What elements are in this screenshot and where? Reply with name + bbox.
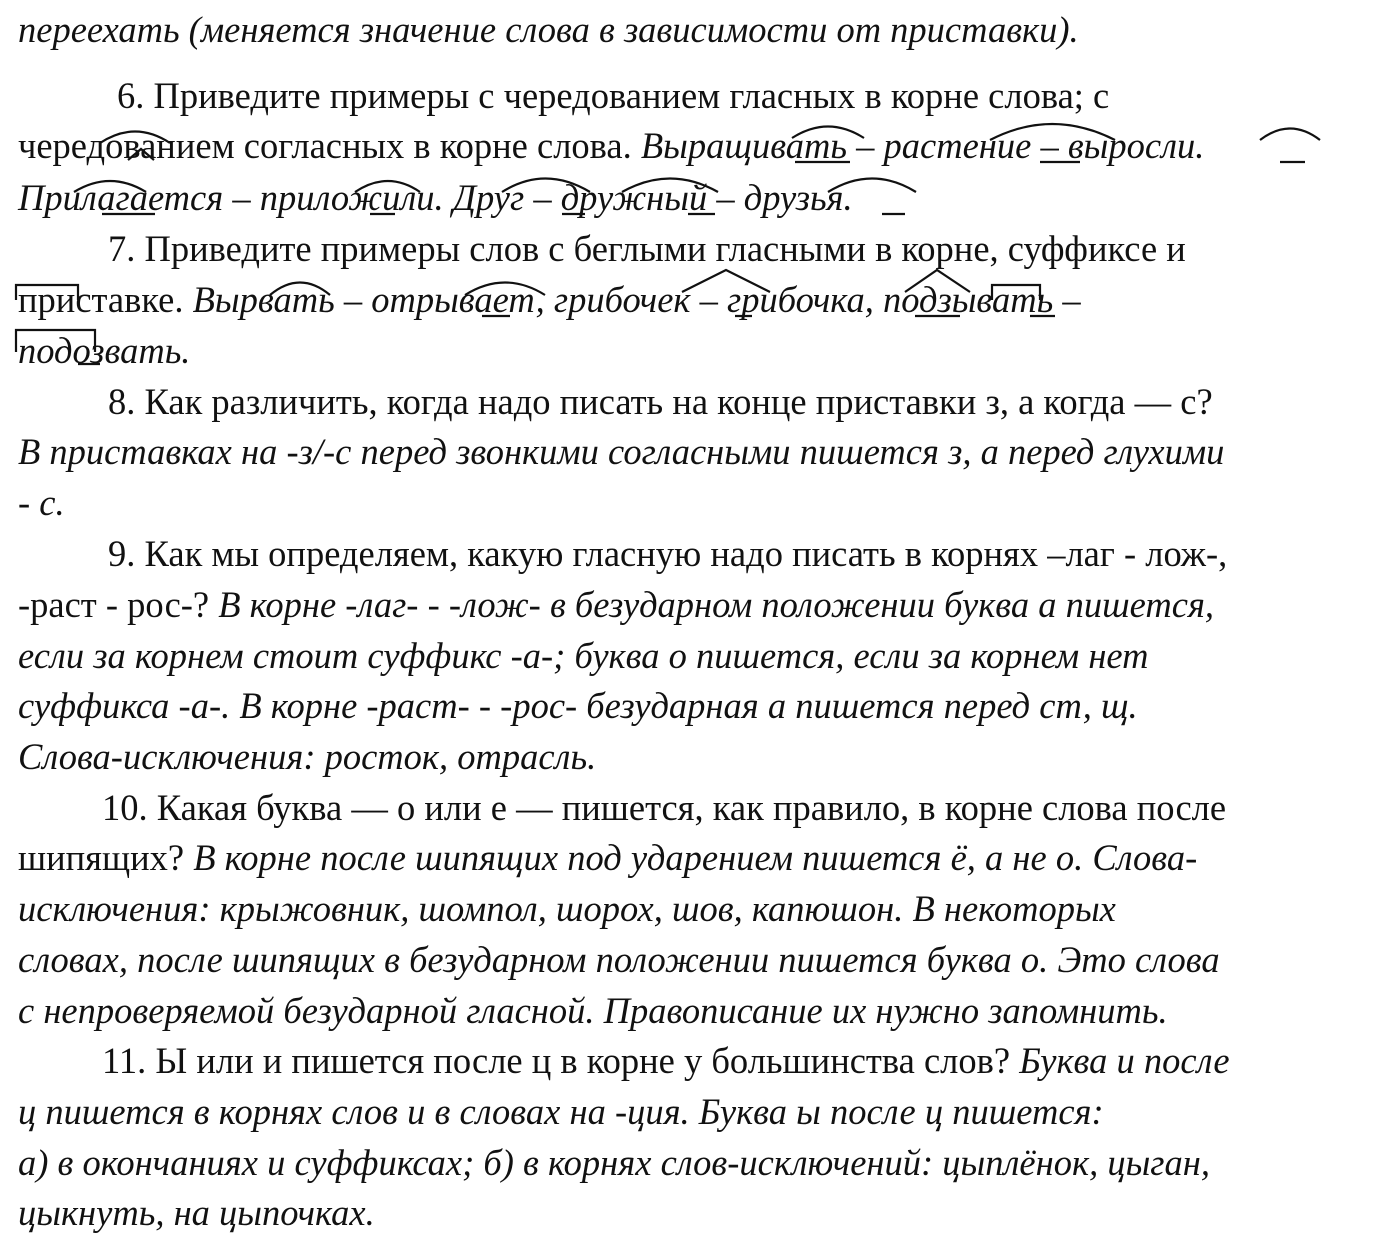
text-line <box>18 1091 1104 1132</box>
answer-text: Буква и после <box>1019 1040 1230 1081</box>
text-line <box>18 635 1149 676</box>
text-line <box>18 177 853 218</box>
answer-text: - с. <box>18 482 65 523</box>
text-line <box>18 939 1220 980</box>
question-8 <box>108 381 1213 422</box>
text-line <box>18 685 1138 726</box>
question-text: 8. Как различить, когда надо писать на конце приставки з, а когда — с? <box>108 381 1213 422</box>
root-arc <box>1260 129 1320 141</box>
answer-text: цыкнуть, на цыпочках. <box>18 1192 375 1233</box>
text-line <box>18 431 1225 472</box>
answer-text: если за корнем стоит суффикс -а-; буква о пишется, если за корнем нет <box>18 635 1149 676</box>
question-text: 7. Приведите примеры слов с беглыми гласными в корне, суффиксе и <box>108 228 1186 269</box>
answer-text: подозвать. <box>18 330 191 371</box>
question-text: -раст - рос-? <box>18 584 219 625</box>
question-6 <box>117 75 1110 116</box>
text-line <box>18 736 597 777</box>
question-text: 6. Приведите примеры с чередованием гласных в корне слова; с <box>117 75 1110 116</box>
text-line <box>18 125 1205 166</box>
answer-text: Прилагается – приложили. Друг – дружный – друзья. <box>18 177 853 218</box>
question-text: 11. Ы или и пишется после ц в корне у большинства слов? <box>102 1040 1020 1081</box>
text-line <box>18 888 1116 929</box>
answer-text: переехать (меняется значение слова в зависимости от приставки). <box>18 9 1079 50</box>
answer-text: В корне после шипящих под ударением пишется ё, а не о. Слова- <box>193 837 1198 878</box>
question-text: 9. Как мы определяем, какую гласную надо писать в корнях –лаг - лож-, <box>108 533 1228 574</box>
answer-text: с непроверяемой безударной гласной. Правописание их нужно запомнить. <box>18 990 1168 1031</box>
answer-text: ц пишется в корнях слов и в словах на -ция. Буква ы после ц пишется: <box>18 1091 1104 1132</box>
answer-text: В приставках на -з/-с перед звонкими согласными пишется з, а перед глухими <box>18 431 1225 472</box>
answer-text: суффикса -а-. В корне -раст- - -рос- безударная а пишется перед ст, щ. <box>18 685 1138 726</box>
answer-text: а) в окончаниях и суффиксах; б) в корнях слов-исключений: цыплёнок, цыган, <box>18 1142 1211 1183</box>
answer-text: Вырвать – отрывает, грибочек – грибочка, подзывать – <box>192 279 1081 320</box>
text-line <box>18 330 191 371</box>
question-text: 10. Какая буква — о или е — пишется, как правило, в корне слова после <box>102 787 1227 828</box>
question-text: чередованием согласных в корне слова. <box>18 125 641 166</box>
text-line <box>18 9 1079 50</box>
answer-text: Выращивать – растение – выросли. <box>640 125 1205 166</box>
question-text: приставке. <box>18 279 193 320</box>
question-10 <box>102 787 1227 828</box>
question-9 <box>108 533 1228 574</box>
answer-text: В корне -лаг- - -лож- в безударном положении буква а пишется, <box>218 584 1215 625</box>
question-7 <box>108 228 1186 269</box>
answer-text: исключения: крыжовник, шомпол, шорох, шов, капюшон. В некоторых <box>18 888 1116 929</box>
text-line <box>18 279 1081 320</box>
answer-text: Слова-исключения: росток, отрасль. <box>18 736 597 777</box>
text-line <box>18 482 65 523</box>
text-line <box>18 584 1215 625</box>
text-line <box>18 1192 375 1233</box>
text-line <box>18 990 1168 1031</box>
text-line <box>18 837 1198 878</box>
text-line <box>18 1142 1211 1183</box>
question-11 <box>102 1040 1230 1081</box>
question-text: шипящих? <box>18 837 194 878</box>
answer-text: словах, после шипящих в безударном положении пишется буква о. Это слова <box>18 939 1220 980</box>
